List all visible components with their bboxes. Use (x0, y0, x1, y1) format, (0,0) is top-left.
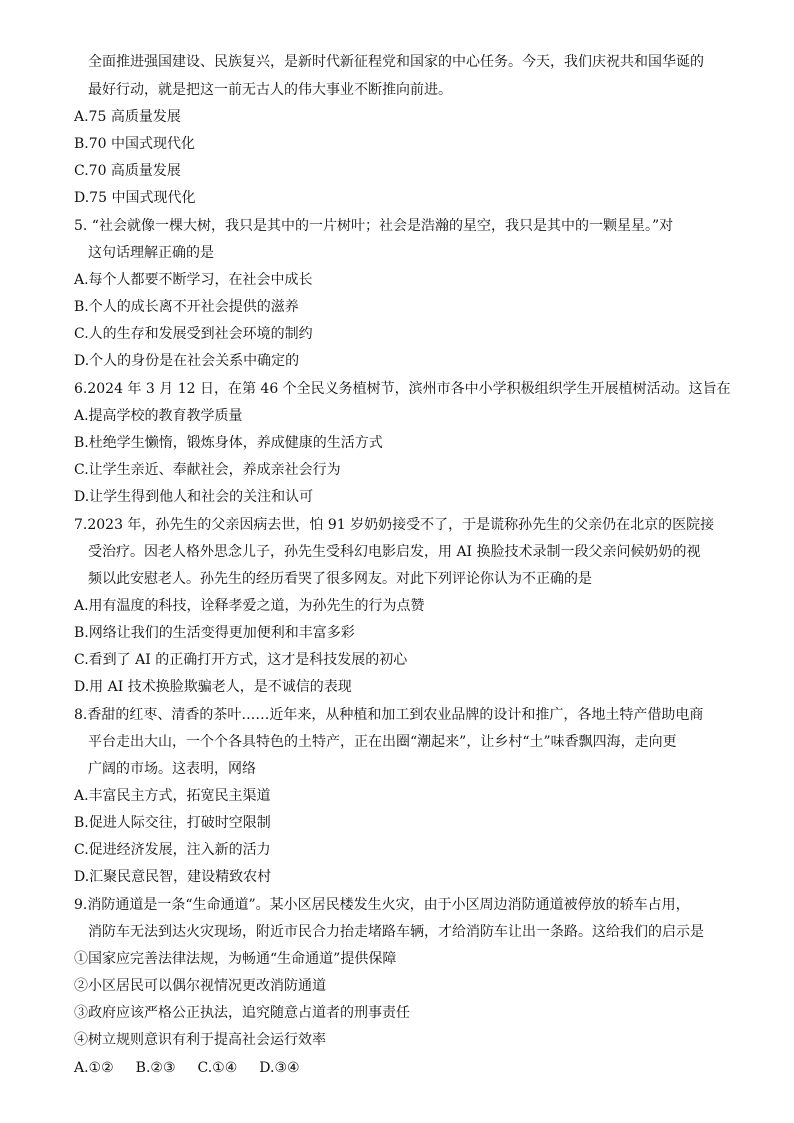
q9-option-c: C.①④ (197, 1060, 238, 1076)
q8-option-a: A.丰富民主方式，拓宽民主渠道 (74, 788, 271, 804)
q9-statement-4: ④树立规则意识有利于提高社会运行效率 (74, 1032, 326, 1048)
q5-option-b: B.个人的成长离不开社会提供的滋养 (74, 299, 299, 315)
q9-statement-2: ②小区居民可以偶尔视情况更改消防通道 (74, 978, 326, 994)
q4-option-d: D.75 中国式现代化 (74, 190, 196, 206)
q8-stem-line-2: 平台走出大山，一个个各具特色的土特产，正在出圈“潮起来”，让乡村“土”味香飘四海，走向更 (88, 734, 677, 750)
q6-option-c: C.让学生亲近、奉献社会，养成亲社会行为 (74, 462, 341, 478)
q9-stem-line-1: 9.消防通道是一条“生命通道”。某小区居民楼发生火灾，由于小区周边消防通道被停放的轿车占用， (74, 897, 690, 913)
intro-line-1: 全面推进强国建设、民族复兴，是新时代新征程党和国家的中心任务。今天，我们庆祝共和国华诞的 (88, 54, 704, 70)
intro-line-2: 最好行动，就是把这一前无古人的伟大事业不断推向前进。 (88, 82, 452, 98)
q7-option-a: A.用有温度的科技，诠释孝爱之道，为孙先生的行为点赞 (74, 598, 425, 614)
q7-stem-line-2: 受治疗。因老人格外思念儿子，孙先生受科幻电影启发，用 AI 换脸技术录制一段父亲问候奶奶的视 (88, 544, 701, 560)
q9-options-row (74, 1058, 322, 1078)
q7-option-c: C.看到了 AI 的正确打开方式，这才是科技发展的初心 (74, 652, 408, 668)
q5-option-c: C.人的生存和发展受到社会环境的制约 (74, 326, 313, 342)
q7-stem-line-1: 7.2023 年，孙先生的父亲因病去世，怕 91 岁奶奶接受不了，于是谎称孙先生的父亲仍在北京的医院接 (74, 517, 715, 533)
q9-option-a: A.①② (74, 1060, 114, 1076)
q4-option-c: C.70 高质量发展 (74, 163, 181, 179)
q6-option-b: B.杜绝学生懒惰，锻炼身体，养成健康的生活方式 (74, 435, 383, 451)
q5-option-a: A.每个人都要不断学习，在社会中成长 (74, 272, 313, 288)
q4-option-b: B.70 中国式现代化 (74, 136, 196, 152)
q9-statement-1: ①国家应完善法律法规，为畅通“生命通道”提供保障 (74, 951, 397, 967)
q5-stem-line-1: 5. “社会就像一棵大树，我只是其中的一片树叶；社会是浩瀚的星空，我只是其中的一颗星星。”对 (74, 218, 674, 234)
q9-stem-line-2: 消防车无法到达火灾现场，附近市民合力抬走堵路车辆，才给消防车让出一条路。这给我们的启示是 (88, 924, 704, 940)
q6-stem-line-1: 6.2024 年 3 月 12 日，在第 46 个全民义务植树节，滨州市各中小学积极组织学生开展植树活动。这旨在 (74, 381, 731, 397)
q8-option-b: B.促进人际交往，打破时空限制 (74, 815, 271, 831)
q5-option-d: D.个人的身份是在社会关系中确定的 (74, 353, 300, 369)
q8-option-c: C.促进经济发展，注入新的活力 (74, 842, 271, 858)
q9-option-b: B.②③ (135, 1060, 176, 1076)
q9-option-d: D.③④ (259, 1060, 300, 1076)
q7-option-d: D.用 AI 技术换脸欺骗老人，是不诚信的表现 (74, 679, 352, 695)
q6-option-a: A.提高学校的教育教学质量 (74, 408, 243, 424)
q6-option-d: D.让学生得到他人和社会的关注和认可 (74, 489, 314, 505)
q5-stem-line-2: 这句话理解正确的是 (88, 245, 214, 261)
q7-option-b: B.网络让我们的生活变得更加便利和丰富多彩 (74, 625, 355, 641)
q7-stem-line-3: 频以此安慰老人。孙先生的经历看哭了很多网友。对此下列评论你认为不正确的是 (88, 571, 592, 587)
q8-option-d: D.汇聚民意民智，建设精致农村 (74, 869, 272, 885)
q8-stem-line-1: 8.香甜的红枣、清香的茶叶……近年来，从种植和加工到农业品牌的设计和推广，各地土特产借助电商 (74, 707, 704, 723)
q9-statement-3: ③政府应该严格公正执法，追究随意占道者的刑事责任 (74, 1005, 410, 1021)
q4-option-a: A.75 高质量发展 (74, 109, 181, 125)
q8-stem-line-3: 广阔的市场。这表明，网络 (88, 761, 256, 777)
